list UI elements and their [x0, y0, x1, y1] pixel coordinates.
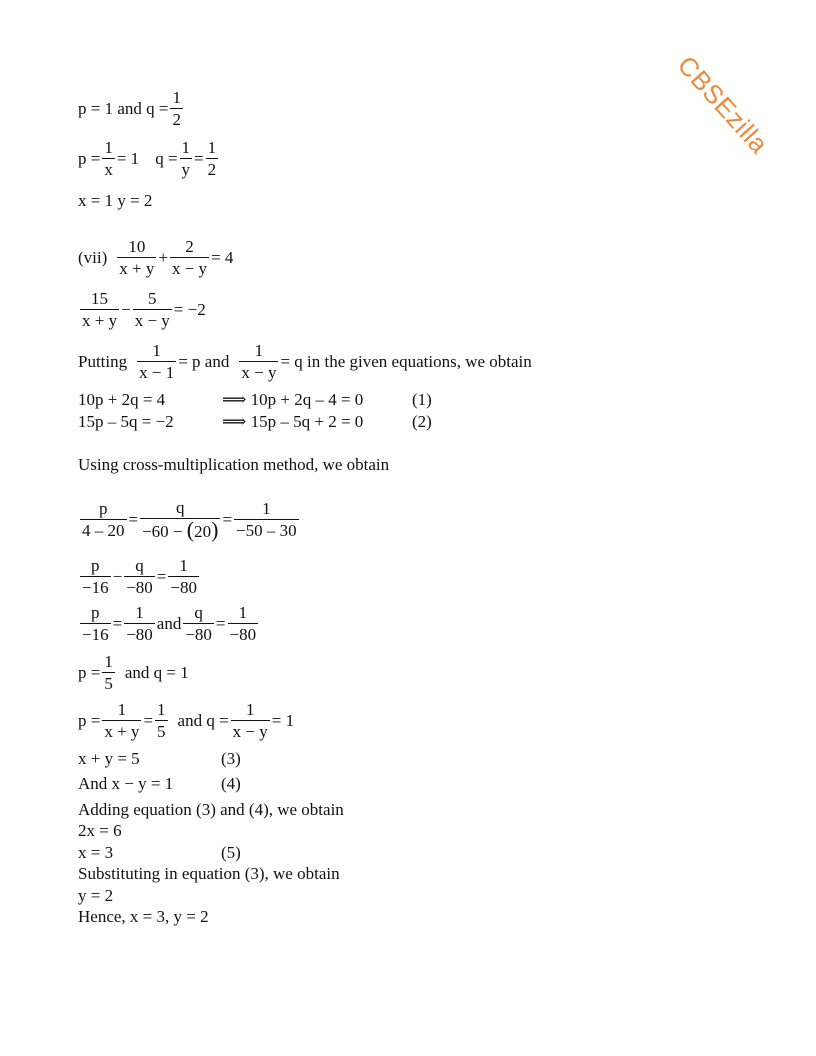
- fraction: [137, 341, 176, 382]
- cbsezilla-watermark: CBSEzilla: [671, 50, 775, 160]
- equation-vii-2: [78, 289, 206, 330]
- text: p =: [78, 662, 101, 682]
- text: And x − y = 1: [78, 774, 174, 793]
- denominator: −80: [126, 625, 153, 644]
- text: −60 −: [142, 522, 187, 541]
- denominator: −50 – 30: [236, 521, 297, 540]
- text: = p and: [178, 351, 230, 371]
- fraction: [228, 603, 259, 644]
- denominator: −60 − (20): [142, 517, 219, 542]
- equation-number: (1): [412, 390, 432, 409]
- denominator: 4 – 20: [82, 521, 125, 540]
- operator: =: [143, 710, 154, 730]
- text: and q =: [177, 710, 229, 730]
- numerator: 1: [104, 652, 113, 671]
- numerator: 2: [185, 237, 194, 256]
- operator: =: [112, 613, 123, 633]
- denominator: −16: [82, 578, 109, 597]
- cross-multiplication-step-3: [78, 603, 260, 644]
- text: Putting: [78, 351, 128, 371]
- text: and: [156, 613, 182, 633]
- denominator: x: [104, 160, 113, 179]
- denominator: −80: [170, 578, 197, 597]
- equation-vii-1: [78, 237, 233, 278]
- numerator: q: [135, 556, 144, 575]
- fraction: [80, 603, 111, 644]
- equation-4: [78, 774, 241, 794]
- numerator: 1: [254, 341, 264, 360]
- numerator: 5: [147, 289, 157, 308]
- adding-text: Adding equation (3) and (4), we obtain: [78, 800, 344, 819]
- equation-number: (3): [221, 749, 241, 768]
- fraction: [206, 138, 219, 179]
- equation-1: [78, 390, 432, 410]
- operator: =: [128, 509, 139, 529]
- text: 20: [194, 522, 212, 541]
- text: ⟹ 10p + 2q – 4 = 0: [222, 390, 364, 409]
- numerator: p: [91, 603, 100, 622]
- y-value: y = 2: [78, 886, 114, 905]
- numerator: 1: [152, 341, 161, 360]
- cross-multiplication-text: Using cross-multiplication method, we obtain: [78, 455, 390, 474]
- numerator: 1: [181, 138, 191, 157]
- cross-multiplication-step-2: [78, 556, 201, 597]
- text: p =: [78, 710, 101, 730]
- denominator: x − y: [171, 259, 208, 278]
- text: q =: [155, 148, 178, 168]
- denominator: −16: [82, 625, 109, 644]
- numerator: p: [91, 556, 100, 575]
- denominator: x + y: [82, 311, 118, 330]
- line-p-q: [78, 88, 185, 129]
- operator: −: [112, 566, 123, 586]
- fraction: [170, 88, 183, 129]
- numerator: 1: [262, 499, 271, 518]
- line-x-y-result: x = 1 y = 2: [78, 191, 153, 210]
- denominator: x + y: [119, 259, 155, 278]
- numerator: 1: [157, 700, 166, 719]
- fraction: [140, 498, 220, 541]
- numerator: q: [176, 498, 185, 517]
- text: = q in the given equations, we obtain: [280, 351, 532, 371]
- denominator: −80: [229, 625, 257, 644]
- denominator: y: [181, 160, 191, 179]
- operator: =: [156, 566, 167, 586]
- numerator: p: [99, 499, 108, 518]
- text: x + y = 5: [78, 749, 140, 768]
- fraction: [102, 652, 115, 693]
- numerator: 1: [172, 88, 181, 107]
- fraction: [234, 499, 299, 540]
- fraction: [239, 341, 278, 382]
- operator: =: [215, 613, 226, 633]
- two-x-equation: 2x = 6: [78, 821, 122, 840]
- text: 10p + 2q = 4: [78, 390, 166, 409]
- denominator: x − 1: [139, 363, 175, 382]
- text: x = 3: [78, 843, 114, 862]
- equation-number: (5): [221, 843, 241, 862]
- final-answer: Hence, x = 3, y = 2: [78, 907, 209, 926]
- fraction: [80, 499, 127, 540]
- denominator: 5: [157, 722, 166, 741]
- operator: −: [121, 299, 131, 319]
- operator: +: [158, 247, 168, 267]
- text: and q = 1: [124, 662, 189, 682]
- numerator: 15: [91, 289, 109, 308]
- putting-line: [78, 341, 532, 382]
- text: =: [194, 148, 204, 168]
- line-p-q-substitution: [78, 138, 220, 179]
- substituting-text: Substituting in equation (3), we obtain: [78, 864, 340, 883]
- equation-3: [78, 749, 241, 769]
- denominator: −80: [185, 625, 212, 644]
- equation-number: (4): [221, 774, 241, 793]
- text: = 4: [211, 247, 234, 267]
- cross-multiplication-step-1: [78, 498, 301, 541]
- fraction: [231, 700, 270, 741]
- fraction: [80, 556, 111, 597]
- text: 15p – 5q = −2: [78, 412, 174, 431]
- denominator: 5: [104, 674, 113, 693]
- x-value: [78, 843, 241, 863]
- numerator: 1: [135, 603, 144, 622]
- fraction: [102, 138, 115, 179]
- numerator: 1: [245, 700, 255, 719]
- question-label: (vii): [78, 247, 108, 267]
- fraction: [102, 700, 141, 741]
- denominator: −80: [126, 578, 153, 597]
- fraction: [170, 237, 209, 278]
- denominator: x − y: [134, 311, 170, 330]
- text: p = 1 and q =: [78, 98, 169, 118]
- text: = 1: [116, 148, 140, 168]
- denominator: 2: [172, 110, 181, 129]
- fraction: [155, 700, 168, 741]
- fraction: [124, 603, 155, 644]
- fraction: [80, 289, 119, 330]
- operator: =: [222, 509, 233, 529]
- p-q-values: [78, 652, 189, 693]
- fraction: [117, 237, 156, 278]
- numerator: 1: [104, 138, 113, 157]
- equation-number: (2): [412, 412, 432, 431]
- fraction: [168, 556, 199, 597]
- fraction: [183, 603, 214, 644]
- text: p =: [78, 148, 101, 168]
- fraction: [180, 138, 193, 179]
- numerator: 10: [128, 237, 146, 256]
- denominator: x − y: [232, 722, 268, 741]
- numerator: 1: [179, 556, 188, 575]
- denominator: x + y: [104, 722, 140, 741]
- text: = −2: [173, 299, 206, 319]
- fraction: [124, 556, 155, 597]
- fraction: [133, 289, 172, 330]
- numerator: 1: [238, 603, 248, 622]
- text: = 1: [271, 710, 295, 730]
- numerator: q: [194, 603, 203, 622]
- numerator: 1: [207, 138, 217, 157]
- denominator: x − y: [241, 363, 277, 382]
- denominator: 2: [207, 160, 217, 179]
- numerator: 1: [117, 700, 127, 719]
- p-q-substitution-back: [78, 700, 294, 741]
- text: ⟹ 15p – 5q + 2 = 0: [222, 412, 364, 431]
- equation-2: [78, 412, 432, 432]
